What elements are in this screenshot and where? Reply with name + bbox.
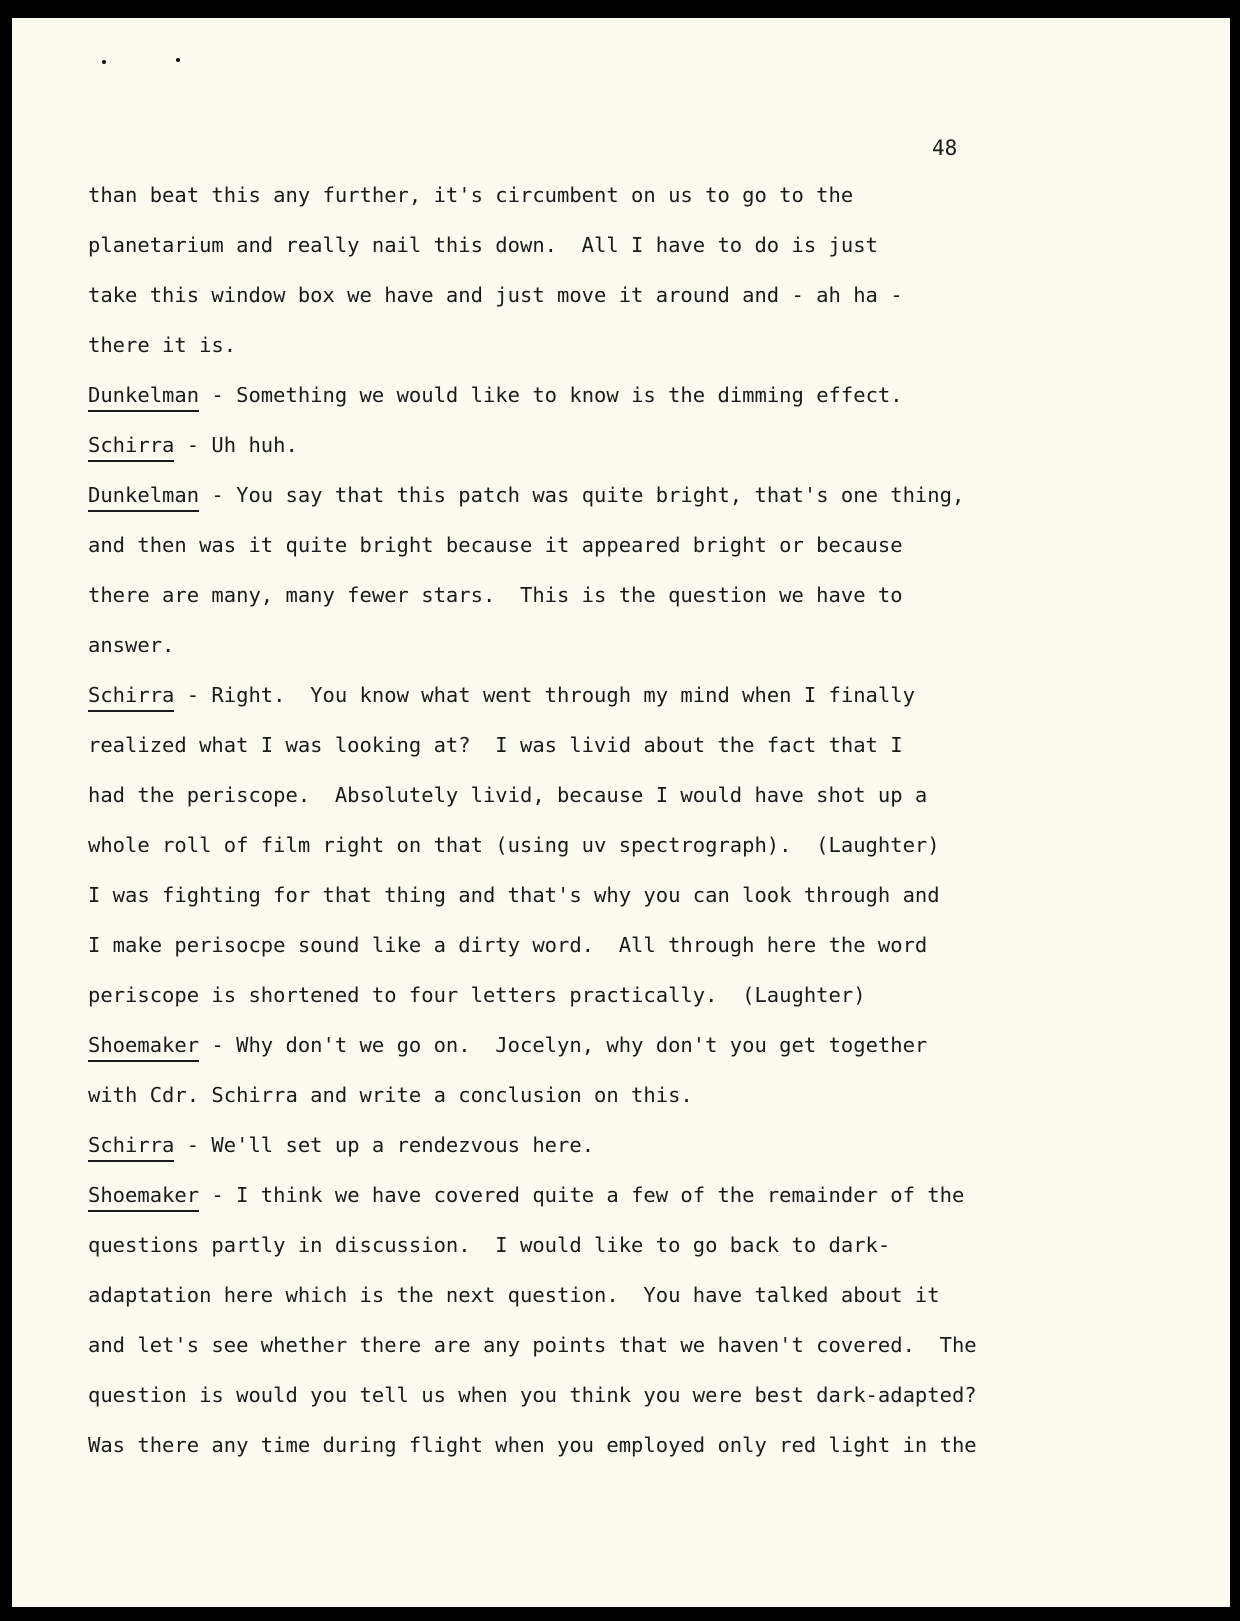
text-line — [88, 170, 1188, 220]
line-text: periscope is shortened to four letters practically. (Laughter) — [88, 983, 866, 1007]
text-line — [88, 470, 1188, 520]
text-line — [88, 1420, 1188, 1470]
text-line — [88, 220, 1188, 270]
scan-mark — [102, 60, 106, 64]
line-text: - Uh huh. — [174, 433, 298, 457]
line-text: I make perisocpe sound like a dirty word. All through here the word — [88, 933, 928, 957]
speaker-name: Schirra — [88, 1133, 174, 1162]
text-line — [88, 970, 1188, 1020]
line-text: - We'll set up a rendezvous here. — [174, 1133, 595, 1157]
text-line — [88, 820, 1188, 870]
text-line — [88, 770, 1188, 820]
line-text: - Right. You know what went through my mind when I finally — [174, 683, 915, 707]
line-text: Was there any time during flight when you employed only red light in the — [88, 1433, 977, 1457]
line-text: planetarium and really nail this down. All I have to do is just — [88, 233, 878, 257]
line-text: whole roll of film right on that (using uv spectrograph). (Laughter) — [88, 833, 940, 857]
speaker-name: Schirra — [88, 433, 174, 462]
line-text: and then was it quite bright because it appeared bright or because — [88, 533, 903, 557]
text-line — [88, 420, 1188, 470]
text-line — [88, 1170, 1188, 1220]
speaker-name: Shoemaker — [88, 1033, 199, 1062]
line-text: than beat this any further, it's circumbent on us to go to the — [88, 183, 854, 207]
speaker-name: Dunkelman — [88, 483, 199, 512]
text-line — [88, 270, 1188, 320]
line-text: questions partly in discussion. I would like to go back to dark- — [88, 1233, 891, 1257]
line-text: adaptation here which is the next question. You have talked about it — [88, 1283, 940, 1307]
text-line — [88, 670, 1188, 720]
line-text: answer. — [88, 633, 175, 657]
text-line — [88, 520, 1188, 570]
text-line — [88, 1270, 1188, 1320]
line-text: - Why don't we go on. Jocelyn, why don't you get together — [199, 1033, 928, 1057]
text-line — [88, 1070, 1188, 1120]
text-line — [88, 1120, 1188, 1170]
line-text: - Something we would like to know is the dimming effect. — [199, 383, 903, 407]
text-line — [88, 720, 1188, 770]
line-text: with Cdr. Schirra and write a conclusion on this. — [88, 1083, 693, 1107]
line-text: I was fighting for that thing and that's why you can look through and — [88, 883, 940, 907]
line-text: - You say that this patch was quite bright, that's one thing, — [199, 483, 965, 507]
text-line — [88, 1220, 1188, 1270]
text-line — [88, 370, 1188, 420]
line-text: and let's see whether there are any points that we haven't covered. The — [88, 1333, 977, 1357]
text-line — [88, 1020, 1188, 1070]
text-line — [88, 1370, 1188, 1420]
text-line — [88, 920, 1188, 970]
text-line — [88, 570, 1188, 620]
line-text: had the periscope. Absolutely livid, because I would have shot up a — [88, 783, 928, 807]
scan-mark — [176, 58, 180, 62]
line-text: - I think we have covered quite a few of the remainder of the — [199, 1183, 965, 1207]
text-line — [88, 870, 1188, 920]
document-page — [12, 18, 1230, 1607]
speaker-name: Dunkelman — [88, 383, 199, 412]
line-text: question is would you tell us when you think you were best dark-adapted? — [88, 1383, 977, 1407]
text-line — [88, 320, 1188, 370]
speaker-name: Shoemaker — [88, 1183, 199, 1212]
line-text: there it is. — [88, 333, 237, 357]
speaker-name: Schirra — [88, 683, 174, 712]
line-text: realized what I was looking at? I was livid about the fact that I — [88, 733, 903, 757]
text-line — [88, 1320, 1188, 1370]
page-number: 48 — [932, 136, 958, 160]
line-text: there are many, many fewer stars. This is the question we have to — [88, 583, 903, 607]
text-line — [88, 620, 1188, 670]
transcript-body — [88, 170, 1188, 1470]
line-text: take this window box we have and just move it around and - ah ha - — [88, 283, 903, 307]
